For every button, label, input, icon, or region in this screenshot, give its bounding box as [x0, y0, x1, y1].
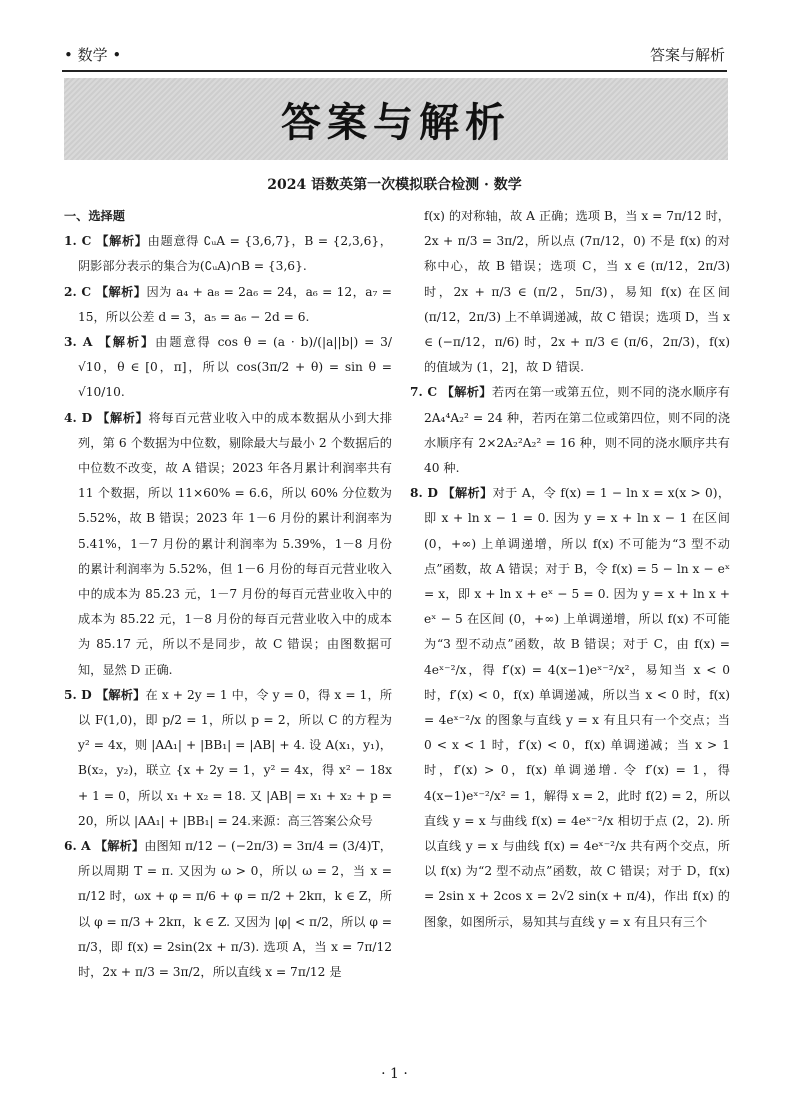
- answer-text: 将每百元营业收入中的成本数据从小到大排列，第 6 个数据为中位数，剔除最大与最小 2 个数据后的中位数不改变，故 A 错误；2023 年各月累计利润率共有 11 个数据，所以 11×60% = 6.6，所以 60% 分位数为 5.52%，故 B 错误；2023 年 1－6 月份的累计利润率为 5.41%，1－7 月份的累计利润率为 5.39%，1－8 月份的累计利润率为 5.52%，但 1－6 月份的每百元营业收入中的成本为 85.23 元，1－7 月份的每百元营业收入中的成本为 85.22 元，1－8 月份的每百元营业收入中的成本为 85.17 元，所以不是同步，故 C 错误；由图数据可知，显然 D 正确.: [78, 410, 393, 677]
- answer-item: [64, 406, 392, 683]
- answer-text: 由题意得 cos θ = (a · b)/(|a||b|) = 3/√10，θ ∈ [0，π]，所以 cos(3π/2 + θ) = sin θ = √10/10.: [78, 335, 393, 400]
- answer-label: 2. C 【解析】: [64, 284, 147, 299]
- header-divider: [62, 70, 727, 72]
- answer-label: 8. D 【解析】: [410, 486, 493, 501]
- answer-item: [64, 280, 392, 330]
- answer-continuation: f(x) 的对称轴，故 A 正确；选项 B，当 x = 7π/12 时，2x + π/3 = 3π/2，所以点 (7π/12，0) 不是 f(x) 的对称中心，故 B 错误；选项 C，当 x ∈ (π/12，2π/3) 时，2x + π/3 ∈ (π/2，5π/3)，易知 f(x) 在区间 (π/12，2π/3) 上不单调递减，故 C 错误；选项 D，当 x ∈ (−π/12，π/6) 时，2x + π/3 ∈ (π/6，2π/3)，f(x) 的值域为 (1，2]，故 D 错误.: [424, 209, 730, 375]
- answer-label: 4. D 【解析】: [64, 410, 149, 425]
- answer-label: 3. A 【解析】: [64, 335, 156, 350]
- answer-text: 在 x + 2y = 1 中，令 y = 0，得 x = 1，所以 F(1,0)，即 p/2 = 1，所以 p = 2，所以 C 的方程为 y² = 4x，则 |AA₁| + |BB₁| = |AB| + 4. 设 A(x₁，y₁)，B(x₂，y₂)，联立 {x + 2y = 1，y² = 4x，得 x² − 18x + 1 = 0，所以 x₁ + x₂ = 18. 又 |AB| = x₁ + x₂ + p = 20，所以 |AA₁| + |BB₁| = 24.: [78, 687, 393, 828]
- answer-label: 6. A 【解析】: [64, 839, 145, 854]
- left-column: [64, 204, 392, 985]
- answer-text: 对于 A，令 f(x) = 1 − ln x = x(x > 0)，即 x + ln x − 1 = 0. 因为 y = x + ln x − 1 在区间 (0，+∞) 上单调递增，所以 f(x) 不可能为“3 型不动点”函数，故 A 错误；对于 B，令 f(x) = 5 − ln x − eˣ = x，即 x + ln x + eˣ − 5 = 0. 因为 y = x + ln x + eˣ − 5 在区间 (0，+∞) 上单调递增，所以 f(x) 不可能为“3 型不动点”函数，故 B 错误；对于 C，由 f(x) = 4eˣ⁻²/x，得 f′(x) = 4(x−1)eˣ⁻²/x²，易知当 x < 0 时，f′(x) < 0，f(x) 单调递减，所以当 x < 0 时，f(x) = 4eˣ⁻²/x 的图象与直线 y = x 有且只有一个交点；当 0 < x < 1 时，f′(x) < 0，f(x) 单调递减；当 x > 1 时，f′(x) > 0，f(x) 单调递增. 令 f′(x) = 1，得 4(x−1)eˣ⁻²/x² = 1，解得 x = 2，此时 f(2) = 2，所以直线 y = x 与曲线 f(x) = 4eˣ⁻²/x 相切于点 (2，2). 所以直线 y = x 与曲线 f(x) = 4eˣ⁻²/x 共有两个交点，所以 f(x) 为“2 型不动点”函数，故 C 错误；对于 D，f(x) = 2sin x + 2cos x = 2√2 sin(x + π/4)，作出 f(x) 的图象，如图所示，易知其与直线 y = x 有且只有三个: [424, 486, 731, 929]
- title-banner: [64, 78, 728, 160]
- answer-text: 由题意得 ∁ᵤA = {3,6,7}，B = {2,3,6}，阴影部分表示的集合为(∁ᵤA)∩B = {3,6}.: [78, 234, 392, 274]
- answer-label: 1. C 【解析】: [64, 234, 148, 249]
- section-heading: 一、选择题: [64, 209, 125, 223]
- answer-text: 由图知 π/12 − (−2π/3) = 3π/4 = (3/4)T，所以周期 T = π. 又因为 ω > 0，所以 ω = 2，当 x = π/12 时，ωx + φ = π/6 + φ = π/2 + 2kπ，k ∈ Z，所以 φ = π/3 + 2kπ，k ∈ Z. 又因为 |φ| < π/2，所以 φ = π/3，即 f(x) = 2sin(2x + π/3). 选项 A，当 x = 7π/12 时，2x + π/3 = 3π/2，所以直线 x = 7π/12 是: [78, 839, 392, 980]
- answer-label: 7. C 【解析】: [410, 385, 492, 400]
- answer-item: [410, 380, 730, 481]
- answer-item: [64, 330, 392, 406]
- answer-item: [64, 683, 392, 834]
- answer-item: [64, 834, 392, 985]
- exam-subtitle: 2024 语数英第一次模拟联合检测 · 数学: [267, 177, 522, 193]
- header-subject: • 数学 •: [64, 46, 122, 64]
- page-number: · 1 ·: [381, 1066, 408, 1082]
- answer-label: 5. D 【解析】: [64, 687, 146, 702]
- answer-text: 若丙在第一或第五位，则不同的浇水顺序有 2A₄⁴A₂² = 24 种，若丙在第二位或第四位，则不同的浇水顺序有 2×2A₂²A₂² = 16 种，则不同的浇水顺序共有 40 种.: [424, 385, 730, 476]
- source-watermark: 来源：高三答案公众号: [250, 813, 373, 828]
- header-section-title: 答案与解析: [649, 46, 725, 64]
- answer-item: [64, 229, 392, 279]
- answer-text: 因为 a₄ + a₈ = 2a₆ = 24，a₆ = 12，a₇ = 15，所以公差 d = 3，a₅ = a₆ − 2d = 6.: [78, 284, 392, 324]
- answer-item: [410, 481, 730, 935]
- banner-title: 答案与解析: [281, 99, 511, 146]
- right-column: [410, 204, 730, 935]
